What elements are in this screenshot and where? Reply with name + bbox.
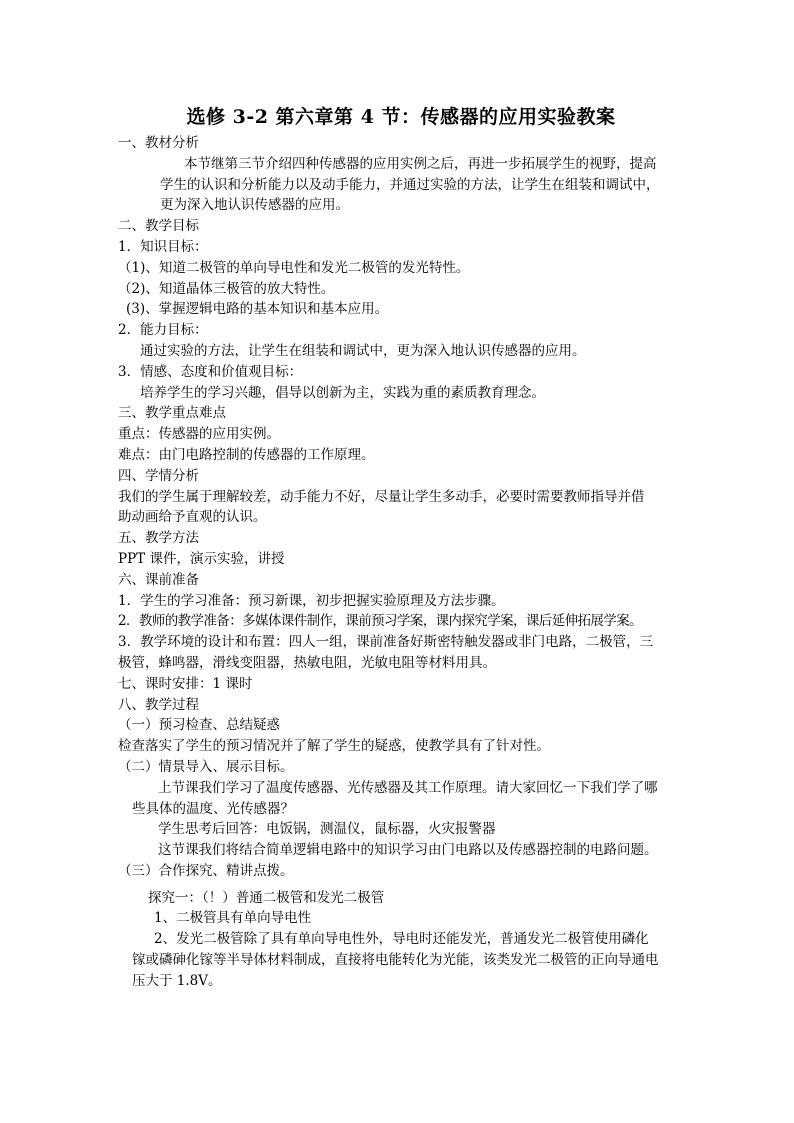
subheading-attitude-goals: 3．情感、态度和价值观目标： xyxy=(118,363,303,380)
subheading-preview-check: （一）预习检查、总结疑惑 xyxy=(118,717,280,734)
list-item: （2)、知道晶体三极管的放大特性。 xyxy=(118,280,335,297)
section-heading-textbook-analysis: 一、教材分析 xyxy=(118,135,199,151)
paragraph-line: 更为深入地认识传感器的应用。 xyxy=(160,197,349,214)
paragraph-line: 我们的学生属于理解较差，动手能力不好，尽量让学生多动手，必要时需要教师指导并借 xyxy=(118,488,645,505)
section-heading-key-points: 三、教学重点难点 xyxy=(118,405,226,422)
paragraph-line: 通过实验的方法，让学生在组装和调试中，更为深入地认识传感器的应用。 xyxy=(140,342,586,359)
paragraph-line: 1、二极管具有单向导电性 xyxy=(154,910,312,927)
paragraph-line: 检查落实了学生的预习情况并了解了学生的疑惑，使教学具有了针对性。 xyxy=(118,738,550,755)
paragraph-line: 学生的认识和分析能力以及动手能力，并通过实验的方法，让学生在组装和调试中， xyxy=(160,176,660,193)
paragraph-line: 难点：由门电路控制的传感器的工作原理。 xyxy=(118,446,375,463)
section-heading-preparation: 六、课前准备 xyxy=(118,571,199,588)
subheading-cooperative-inquiry: （三）合作探究、精讲点拨。 xyxy=(118,862,294,879)
paragraph-line: 镓或磷砷化镓等半导体材料制成，直接将电能转化为光能，该类发光二极管的正向导通电 xyxy=(132,952,659,969)
subheading-ability-goals: 2．能力目标： xyxy=(118,322,208,339)
paragraph-line: PPT 课件，演示实验，讲授 xyxy=(118,550,285,567)
list-item: (3)、掌握逻辑电路的基本知识和基本应用。 xyxy=(126,301,389,318)
inquiry-heading: 探究一：（！）普通二极管和发光二极管 xyxy=(148,889,385,906)
paragraph-line: 2、发光二极管除了具有单向导电性外，导电时还能发光，普通发光二极管使用磷化 xyxy=(154,931,649,948)
paragraph-line: 本节继第三节介绍四种传感器的应用实例之后，再进一步拓展学生的视野，提高 xyxy=(184,155,657,172)
paragraph-line: 重点：传感器的应用实例。 xyxy=(118,426,280,443)
subheading-knowledge-goals: 1．知识目标： xyxy=(118,238,208,255)
paragraph-line: 培养学生的学习兴趣，倡导以创新为主，实践为重的素质教育理念。 xyxy=(140,384,545,401)
paragraph-line: 压大于 1.8V。 xyxy=(132,972,222,989)
list-item: （1)、知道二极管的单向导电性和发光二极管的发光特性。 xyxy=(118,259,470,276)
paragraph-line: 1．学生的学习准备：预习新课，初步把握实验原理及方法步骤。 xyxy=(118,592,505,609)
paragraph-line: 3．教学环境的设计和布置：四人一组，课前准备好斯密特触发器或非门电路，二极管，三 xyxy=(118,634,654,651)
section-heading-process: 八、教学过程 xyxy=(118,696,199,713)
paragraph-line: 些具体的温度、光传感器？ xyxy=(132,800,294,817)
section-heading-student-analysis: 四、学情分析 xyxy=(118,467,199,484)
section-heading-teaching-goals: 二、教学目标 xyxy=(118,218,199,235)
paragraph-line: 2．教师的教学准备：多媒体课件制作，课前预习学案，课内探究学案，课后延伸拓展学案。 xyxy=(118,613,642,630)
section-heading-teaching-methods: 五、教学方法 xyxy=(118,530,199,547)
paragraph-line: 上节课我们学习了温度传感器、光传感器及其工作原理。请大家回忆一下我们学了哪 xyxy=(158,779,658,796)
subheading-introduction: （二）情景导入、展示目标。 xyxy=(118,758,294,775)
paragraph-line: 这节课我们将结合简单逻辑电路中的知识学习由门电路以及传感器控制的电路问题。 xyxy=(158,842,658,859)
paragraph-line: 学生思考后回答：电饭锅，测温仪，鼠标器，火灾报警器 xyxy=(158,821,496,838)
section-heading-schedule: 七、课时安排：1 课时 xyxy=(118,675,253,692)
paragraph-line: 助动画给予直观的认识。 xyxy=(118,509,267,526)
document-title: 选修 3-2 第六章第 4 节：传感器的应用实验教案 xyxy=(186,106,616,128)
paragraph-line: 极管，蜂鸣器，滑线变阻器，热敏电阻，光敏电阻等材料用具。 xyxy=(118,654,496,671)
